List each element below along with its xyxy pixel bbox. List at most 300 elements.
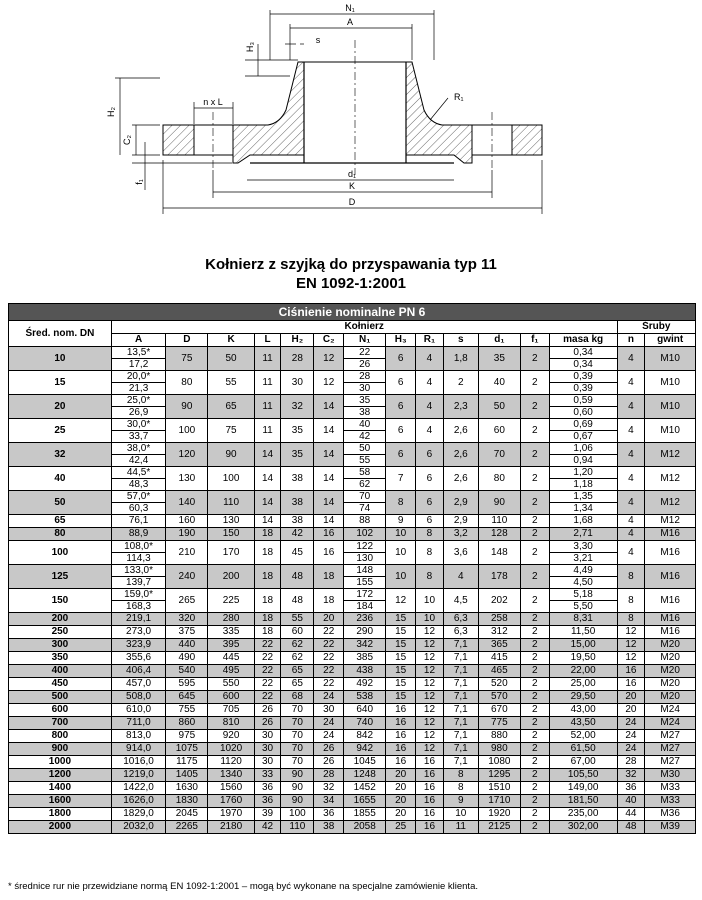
cell-l: 33: [254, 769, 281, 782]
cell-mass: 67,00: [549, 756, 617, 769]
cell-f1: 2: [520, 782, 549, 795]
cell-f1: 2: [520, 639, 549, 652]
flange-header: Kołnierz: [111, 321, 617, 334]
cell-s: 2,6: [443, 443, 478, 467]
cell-r1: 10: [416, 613, 444, 626]
cell-a: 60,3: [111, 503, 165, 515]
cell-h3: 9: [386, 515, 416, 528]
cell-l: 22: [254, 691, 281, 704]
cell-n1: 342: [344, 639, 386, 652]
cell-n1: 102: [344, 528, 386, 541]
cell-r1: 16: [416, 769, 444, 782]
cell-thread: M33: [645, 795, 696, 808]
cell-n1: 1855: [344, 808, 386, 821]
cell-thread: M36: [645, 808, 696, 821]
cell-k: 100: [208, 467, 254, 491]
cell-k: 150: [208, 528, 254, 541]
cell-mass: 181,50: [549, 795, 617, 808]
table-row: [9, 665, 696, 678]
cell-a: 38,0*: [111, 443, 165, 455]
cell-k: 90: [208, 443, 254, 467]
table-row-sub: [9, 431, 696, 443]
cell-dn: 300: [9, 639, 112, 652]
table-row: [9, 756, 696, 769]
cell-f1: 2: [520, 769, 549, 782]
cell-s: 7,1: [443, 691, 478, 704]
cell-h2: 48: [281, 565, 314, 589]
cell-dn: 250: [9, 626, 112, 639]
cell-k: 1760: [208, 795, 254, 808]
cell-n1: 88: [344, 515, 386, 528]
cell-l: 30: [254, 756, 281, 769]
cell-n: 24: [617, 730, 645, 743]
cell-h2: 65: [281, 665, 314, 678]
cell-a: 13,5*: [111, 347, 165, 359]
cell-a: 1829,0: [111, 808, 165, 821]
cell-mass: 302,00: [549, 821, 617, 834]
cell-s: 7,1: [443, 743, 478, 756]
cell-a: 323,9: [111, 639, 165, 652]
cell-dn: 1400: [9, 782, 112, 795]
table-row: [9, 491, 696, 503]
cell-d1: 110: [478, 515, 520, 528]
cell-n: 12: [617, 652, 645, 665]
cell-d1: 148: [478, 541, 520, 565]
column-header: C₂: [314, 334, 344, 347]
cell-r1: 16: [416, 782, 444, 795]
cell-l: 11: [254, 347, 281, 371]
cell-a: 17,2: [111, 359, 165, 371]
cell-dn: 32: [9, 443, 112, 467]
cell-n1: 2058: [344, 821, 386, 834]
table-row: [9, 626, 696, 639]
cell-mass: 1,34: [549, 503, 617, 515]
cell-d1: 1920: [478, 808, 520, 821]
cell-h3: 15: [386, 652, 416, 665]
cell-h2: 110: [281, 821, 314, 834]
cell-k: 170: [208, 541, 254, 565]
cell-mass: 15,00: [549, 639, 617, 652]
cell-n1: 640: [344, 704, 386, 717]
cell-k: 55: [208, 371, 254, 395]
cell-n: 36: [617, 782, 645, 795]
cell-mass: 1,68: [549, 515, 617, 528]
cell-l: 14: [254, 467, 281, 491]
cell-dn: 450: [9, 678, 112, 691]
cell-dn: 400: [9, 665, 112, 678]
cell-n: 4: [617, 491, 645, 515]
cell-d1: 90: [478, 491, 520, 515]
cell-r1: 6: [416, 443, 444, 467]
cell-c2: 12: [314, 371, 344, 395]
cell-h3: 7: [386, 467, 416, 491]
cell-dn: 25: [9, 419, 112, 443]
cell-l: 26: [254, 704, 281, 717]
cell-r1: 4: [416, 371, 444, 395]
cell-h2: 35: [281, 419, 314, 443]
cell-dn: 500: [9, 691, 112, 704]
cell-a: 42,4: [111, 455, 165, 467]
cell-a: 25,0*: [111, 395, 165, 407]
cell-l: 18: [254, 613, 281, 626]
cell-h3: 12: [386, 589, 416, 613]
cell-h3: 15: [386, 691, 416, 704]
cell-d: 190: [166, 528, 208, 541]
column-header-row: [9, 334, 696, 347]
cell-mass: 0,67: [549, 431, 617, 443]
cell-n: 12: [617, 639, 645, 652]
cell-f1: 2: [520, 443, 549, 467]
cell-c2: 30: [314, 704, 344, 717]
cell-a: 508,0: [111, 691, 165, 704]
cell-thread: M16: [645, 589, 696, 613]
cell-mass: 3,21: [549, 553, 617, 565]
cell-thread: M20: [645, 691, 696, 704]
cell-d: 1175: [166, 756, 208, 769]
label-nxl: n x L: [203, 97, 223, 107]
table-row-sub: [9, 383, 696, 395]
cell-k: 550: [208, 678, 254, 691]
cell-h3: 6: [386, 395, 416, 419]
cell-n1: 42: [344, 431, 386, 443]
cell-d1: 980: [478, 743, 520, 756]
table-row: [9, 419, 696, 431]
cell-s: 7,1: [443, 652, 478, 665]
cell-d1: 35: [478, 347, 520, 371]
cell-k: 495: [208, 665, 254, 678]
cell-h3: 6: [386, 347, 416, 371]
cell-f1: 2: [520, 528, 549, 541]
cell-d1: 1710: [478, 795, 520, 808]
cell-h3: 16: [386, 756, 416, 769]
cell-d: 2265: [166, 821, 208, 834]
cell-dn: 20: [9, 395, 112, 419]
cell-s: 6,3: [443, 626, 478, 639]
cell-dn: 150: [9, 589, 112, 613]
cell-d1: 1080: [478, 756, 520, 769]
cell-dn: 200: [9, 613, 112, 626]
flange-spec-table: [8, 303, 696, 834]
cell-n1: 290: [344, 626, 386, 639]
cell-a: 76,1: [111, 515, 165, 528]
cell-mass: 22,00: [549, 665, 617, 678]
column-header: H₂: [281, 334, 314, 347]
cell-r1: 12: [416, 730, 444, 743]
footnote: * średnice rur nie przewidziane normą EN 1092-1:2001 – mogą być wykonane na specjalne zamówienie klienta.: [8, 881, 478, 892]
cell-k: 445: [208, 652, 254, 665]
cell-s: 7,1: [443, 678, 478, 691]
cell-r1: 12: [416, 743, 444, 756]
cell-mass: 11,50: [549, 626, 617, 639]
cell-c2: 14: [314, 443, 344, 467]
cell-n1: 22: [344, 347, 386, 359]
cell-r1: 6: [416, 491, 444, 515]
cell-dn: 700: [9, 717, 112, 730]
cell-s: 1,8: [443, 347, 478, 371]
cell-c2: 14: [314, 491, 344, 515]
cell-thread: M12: [645, 515, 696, 528]
cell-mass: 105,50: [549, 769, 617, 782]
cell-n: 24: [617, 717, 645, 730]
cell-n1: 148: [344, 565, 386, 577]
cell-n1: 1045: [344, 756, 386, 769]
cell-k: 600: [208, 691, 254, 704]
cell-c2: 26: [314, 756, 344, 769]
cell-n1: 50: [344, 443, 386, 455]
label-r1: R₁: [454, 92, 464, 102]
cell-h2: 60: [281, 626, 314, 639]
table-row: [9, 717, 696, 730]
cell-d: 1830: [166, 795, 208, 808]
cell-s: 11: [443, 821, 478, 834]
cell-dn: 125: [9, 565, 112, 589]
cell-mass: 43,00: [549, 704, 617, 717]
cell-f1: 2: [520, 821, 549, 834]
cell-d: 860: [166, 717, 208, 730]
table-row: [9, 691, 696, 704]
cell-k: 1560: [208, 782, 254, 795]
cell-n1: 172: [344, 589, 386, 601]
table-row: [9, 528, 696, 541]
cell-s: 2,6: [443, 419, 478, 443]
cell-mass: 1,18: [549, 479, 617, 491]
cell-h2: 68: [281, 691, 314, 704]
cell-d1: 60: [478, 419, 520, 443]
cell-n: 8: [617, 565, 645, 589]
cell-a: 914,0: [111, 743, 165, 756]
cell-dn: 65: [9, 515, 112, 528]
cell-s: 2,9: [443, 491, 478, 515]
cell-r1: 6: [416, 515, 444, 528]
cell-n1: 155: [344, 577, 386, 589]
cell-a: 168,3: [111, 601, 165, 613]
cell-a: 1422,0: [111, 782, 165, 795]
table-row-sub: [9, 359, 696, 371]
cell-s: 6,3: [443, 613, 478, 626]
cell-n1: 492: [344, 678, 386, 691]
cell-a: 406,4: [111, 665, 165, 678]
cell-d1: 178: [478, 565, 520, 589]
cell-d: 160: [166, 515, 208, 528]
cell-h2: 38: [281, 467, 314, 491]
cell-mass: 29,50: [549, 691, 617, 704]
cell-s: 7,1: [443, 717, 478, 730]
cell-mass: 3,30: [549, 541, 617, 553]
cell-h2: 90: [281, 769, 314, 782]
cell-c2: 14: [314, 395, 344, 419]
cell-mass: 0,34: [549, 347, 617, 359]
cell-a: 108,0*: [111, 541, 165, 553]
table-row: [9, 565, 696, 577]
cell-dn: 800: [9, 730, 112, 743]
label-d1: d₁: [347, 169, 357, 179]
cell-mass: 235,00: [549, 808, 617, 821]
cell-c2: 14: [314, 467, 344, 491]
cell-a: 1016,0: [111, 756, 165, 769]
label-k: K: [348, 181, 356, 191]
table-row-sub: [9, 577, 696, 589]
cell-n: 32: [617, 769, 645, 782]
cell-mass: 52,00: [549, 730, 617, 743]
cell-thread: M12: [645, 443, 696, 467]
cell-c2: 26: [314, 743, 344, 756]
cell-h2: 90: [281, 795, 314, 808]
cell-d1: 415: [478, 652, 520, 665]
column-header: H₃: [386, 334, 416, 347]
cell-c2: 38: [314, 821, 344, 834]
cell-d: 1405: [166, 769, 208, 782]
pressure-header: Ciśnienie nominalne PN 6: [9, 304, 696, 321]
cell-dn: 100: [9, 541, 112, 565]
table-row: [9, 467, 696, 479]
cell-h3: 15: [386, 613, 416, 626]
cell-f1: 2: [520, 419, 549, 443]
cell-d1: 202: [478, 589, 520, 613]
cell-f1: 2: [520, 743, 549, 756]
column-header: masa kg: [549, 334, 617, 347]
cell-r1: 6: [416, 467, 444, 491]
column-header: f₁: [520, 334, 549, 347]
cell-mass: 5,18: [549, 589, 617, 601]
cell-h3: 15: [386, 665, 416, 678]
cell-n: 4: [617, 443, 645, 467]
cell-d: 75: [166, 347, 208, 371]
flange-technical-drawing: [0, 0, 702, 240]
cell-l: 18: [254, 626, 281, 639]
cell-n1: 1655: [344, 795, 386, 808]
dimension-lines: [115, 10, 542, 214]
cell-r1: 4: [416, 347, 444, 371]
cell-h3: 8: [386, 491, 416, 515]
table-row: [9, 613, 696, 626]
cell-c2: 32: [314, 782, 344, 795]
label-s: s: [315, 35, 321, 45]
cell-dn: 900: [9, 743, 112, 756]
cell-thread: M10: [645, 419, 696, 443]
cell-l: 18: [254, 528, 281, 541]
cell-l: 18: [254, 541, 281, 565]
cell-a: 1219,0: [111, 769, 165, 782]
table-row: [9, 730, 696, 743]
cell-s: 9: [443, 795, 478, 808]
cell-thread: M12: [645, 467, 696, 491]
cell-h2: 35: [281, 443, 314, 467]
cell-r1: 12: [416, 639, 444, 652]
cell-dn: 1200: [9, 769, 112, 782]
cell-thread: M24: [645, 717, 696, 730]
column-header: gwint: [645, 334, 696, 347]
cell-n1: 942: [344, 743, 386, 756]
cell-c2: 28: [314, 769, 344, 782]
cell-l: 14: [254, 443, 281, 467]
cell-c2: 22: [314, 665, 344, 678]
cell-n1: 385: [344, 652, 386, 665]
cell-s: 2: [443, 371, 478, 395]
cell-c2: 24: [314, 717, 344, 730]
label-n1: N₁: [345, 3, 355, 13]
table-row: [9, 371, 696, 383]
cell-h3: 6: [386, 419, 416, 443]
cell-a: 33,7: [111, 431, 165, 443]
cell-c2: 20: [314, 613, 344, 626]
cell-n1: 1248: [344, 769, 386, 782]
cell-n: 12: [617, 626, 645, 639]
cell-f1: 2: [520, 652, 549, 665]
cell-d: 975: [166, 730, 208, 743]
table-row: [9, 347, 696, 359]
cell-f1: 2: [520, 589, 549, 613]
cell-h3: 16: [386, 717, 416, 730]
cell-a: 44,5*: [111, 467, 165, 479]
cell-k: 2180: [208, 821, 254, 834]
cell-n1: 740: [344, 717, 386, 730]
cell-a: 813,0: [111, 730, 165, 743]
cell-mass: 1,35: [549, 491, 617, 503]
column-header: n: [617, 334, 645, 347]
cell-f1: 2: [520, 371, 549, 395]
cell-n: 4: [617, 467, 645, 491]
cell-dn: 80: [9, 528, 112, 541]
cell-a: 1626,0: [111, 795, 165, 808]
cell-n1: 28: [344, 371, 386, 383]
cell-s: 2,3: [443, 395, 478, 419]
table-row-sub: [9, 407, 696, 419]
cell-l: 30: [254, 743, 281, 756]
cell-r1: 16: [416, 821, 444, 834]
cell-n: 48: [617, 821, 645, 834]
cell-mass: 25,00: [549, 678, 617, 691]
cell-thread: M20: [645, 678, 696, 691]
cell-d1: 465: [478, 665, 520, 678]
cell-h2: 38: [281, 515, 314, 528]
cell-l: 14: [254, 515, 281, 528]
cell-k: 65: [208, 395, 254, 419]
cell-r1: 12: [416, 626, 444, 639]
cell-l: 36: [254, 782, 281, 795]
cell-n: 44: [617, 808, 645, 821]
cell-h2: 42: [281, 528, 314, 541]
cell-l: 11: [254, 371, 281, 395]
table-row: [9, 541, 696, 553]
cell-h2: 30: [281, 371, 314, 395]
cell-h2: 100: [281, 808, 314, 821]
cell-k: 50: [208, 347, 254, 371]
cell-a: 133,0*: [111, 565, 165, 577]
cell-r1: 12: [416, 665, 444, 678]
column-header: D: [166, 334, 208, 347]
cell-thread: M39: [645, 821, 696, 834]
cell-r1: 8: [416, 565, 444, 589]
cell-r1: 16: [416, 795, 444, 808]
cell-c2: 22: [314, 626, 344, 639]
table-row: [9, 589, 696, 601]
cell-k: 920: [208, 730, 254, 743]
cell-mass: 0,39: [549, 383, 617, 395]
cell-s: 4: [443, 565, 478, 589]
cell-n1: 62: [344, 479, 386, 491]
cell-h3: 15: [386, 626, 416, 639]
cell-c2: 22: [314, 639, 344, 652]
cell-h2: 32: [281, 395, 314, 419]
column-header: A: [111, 334, 165, 347]
table-row: [9, 743, 696, 756]
cell-n: 16: [617, 665, 645, 678]
cell-h2: 55: [281, 613, 314, 626]
cell-h2: 70: [281, 704, 314, 717]
cell-thread: M12: [645, 491, 696, 515]
cell-mass: 0,34: [549, 359, 617, 371]
cell-mass: 2,71: [549, 528, 617, 541]
